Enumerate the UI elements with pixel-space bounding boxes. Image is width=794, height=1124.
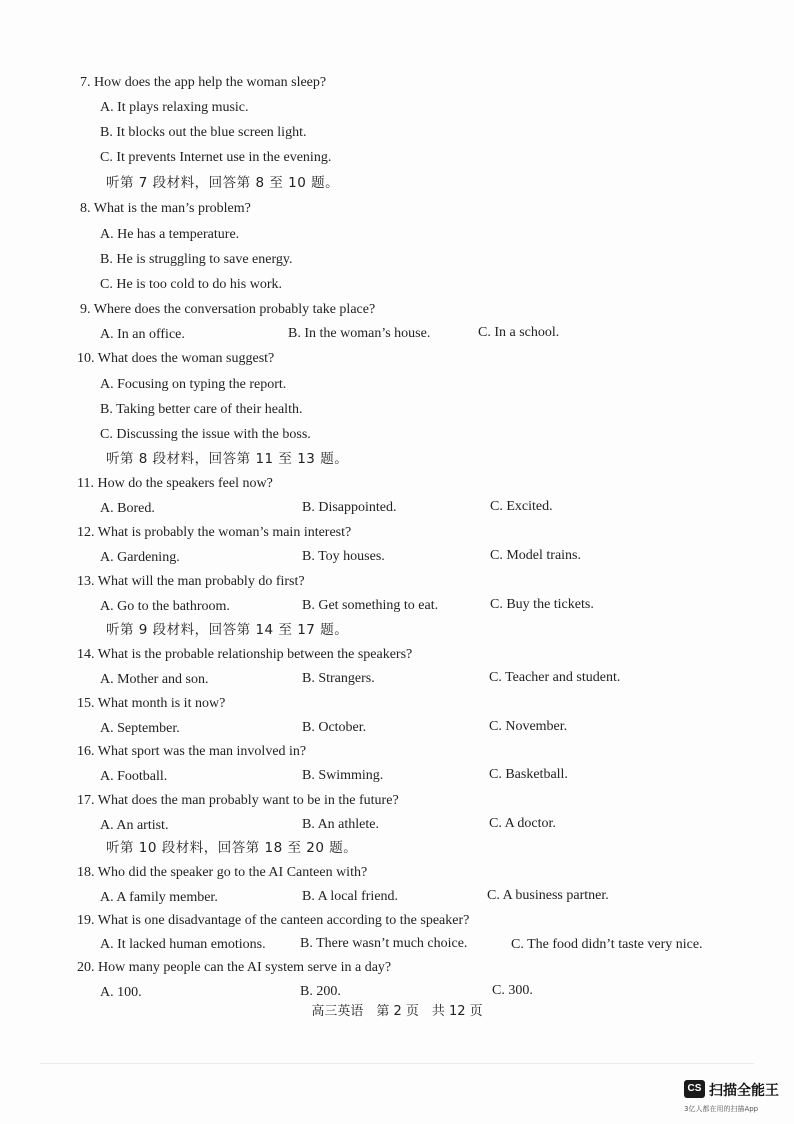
bottom-divider (40, 1063, 754, 1064)
question-20-option-b: B. 200. (300, 984, 341, 999)
page-footer: 高三英语 第 2 页 共 12 页 (311, 1004, 483, 1019)
question-20-option-a: A. 100. (100, 985, 142, 1000)
question-16-option-a: A. Football. (100, 769, 168, 784)
question-19-option-c: C. The food didn’t taste very nice. (511, 937, 703, 952)
question-16-stem: 16. What sport was the man involved in? (77, 744, 307, 759)
question-8-option-b: B. He is struggling to save energy. (100, 252, 293, 267)
section-instruction-9: 听第 9 段材料，回答第 14 至 17 题。 (106, 622, 349, 638)
question-11-option-c: C. Excited. (490, 499, 553, 514)
question-18-option-c: C. A business partner. (487, 888, 609, 903)
question-9-stem: 9. Where does the conversation probably take place? (80, 302, 376, 317)
question-20-option-c: C. 300. (492, 983, 533, 998)
question-17-option-c: C. A doctor. (489, 816, 556, 831)
question-12-option-a: A. Gardening. (100, 550, 180, 565)
question-17-option-a: A. An artist. (100, 818, 169, 833)
question-15-option-b: B. October. (302, 720, 367, 735)
question-12-option-c: C. Model trains. (490, 548, 581, 563)
question-17-option-b: B. An athlete. (302, 817, 379, 832)
section-instruction-8: 听第 8 段材料，回答第 11 至 13 题。 (106, 451, 349, 467)
question-8-stem: 8. What is the man’s problem? (80, 201, 251, 216)
question-12-stem: 12. What is probably the woman’s main interest? (77, 525, 352, 540)
question-14-option-b: B. Strangers. (302, 671, 375, 686)
question-13-option-c: C. Buy the tickets. (490, 597, 594, 612)
question-19-option-b: B. There wasn’t much choice. (300, 936, 468, 951)
question-7-stem: 7. How does the app help the woman sleep? (80, 75, 327, 90)
question-20-stem: 20. How many people can the AI system serve in a day? (77, 960, 392, 975)
question-13-option-a: A. Go to the bathroom. (100, 599, 230, 614)
question-12-option-b: B. Toy houses. (302, 549, 385, 564)
question-14-option-c: C. Teacher and student. (489, 670, 621, 685)
question-15-stem: 15. What month is it now? (77, 696, 226, 711)
question-9-option-a: A. In an office. (100, 327, 185, 342)
section-instruction-7: 听第 7 段材料，回答第 8 至 10 题。 (106, 175, 340, 191)
question-8-option-a: A. He has a temperature. (100, 227, 240, 242)
question-13-stem: 13. What will the man probably do first? (77, 574, 305, 589)
question-10-stem: 10. What does the woman suggest? (77, 351, 275, 366)
camscanner-logo-icon: CS (684, 1080, 705, 1098)
question-16-option-b: B. Swimming. (302, 768, 384, 783)
question-11-option-b: B. Disappointed. (302, 500, 397, 515)
section-instruction-10: 听第 10 段材料，回答第 18 至 20 题。 (106, 840, 358, 856)
question-19-option-a: A. It lacked human emotions. (100, 937, 266, 952)
question-17-stem: 17. What does the man probably want to be in the future? (77, 793, 399, 808)
question-19-stem: 19. What is one disadvantage of the canteen according to the speaker? (77, 913, 470, 928)
question-18-option-b: B. A local friend. (302, 889, 399, 904)
question-14-option-a: A. Mother and son. (100, 672, 209, 687)
question-9-option-c: C. In a school. (478, 325, 560, 340)
question-10-option-b: B. Taking better care of their health. (100, 402, 303, 417)
question-7-option-a: A. It plays relaxing music. (100, 100, 249, 115)
question-11-option-a: A. Bored. (100, 501, 155, 516)
question-11-stem: 11. How do the speakers feel now? (77, 476, 273, 491)
brand-name: 扫描全能王 (709, 1083, 779, 1099)
question-14-stem: 14. What is the probable relationship between the speakers? (77, 647, 413, 662)
question-13-option-b: B. Get something to eat. (302, 598, 439, 613)
question-15-option-a: A. September. (100, 721, 180, 736)
question-18-stem: 18. Who did the speaker go to the AI Canteen with? (77, 865, 368, 880)
question-15-option-c: C. November. (489, 719, 568, 734)
question-18-option-a: A. A family member. (100, 890, 218, 905)
question-9-option-b: B. In the woman’s house. (288, 326, 431, 341)
question-10-option-a: A. Focusing on typing the report. (100, 377, 287, 392)
question-8-option-c: C. He is too cold to do his work. (100, 277, 282, 292)
question-10-option-c: C. Discussing the issue with the boss. (100, 427, 311, 442)
question-16-option-c: C. Basketball. (489, 767, 568, 782)
scanner-watermark (684, 1078, 788, 1118)
question-7-option-c: C. It prevents Internet use in the evening. (100, 150, 332, 165)
brand-tagline: 3亿人都在用的扫描App (684, 1105, 759, 1113)
question-7-option-b: B. It blocks out the blue screen light. (100, 125, 307, 140)
